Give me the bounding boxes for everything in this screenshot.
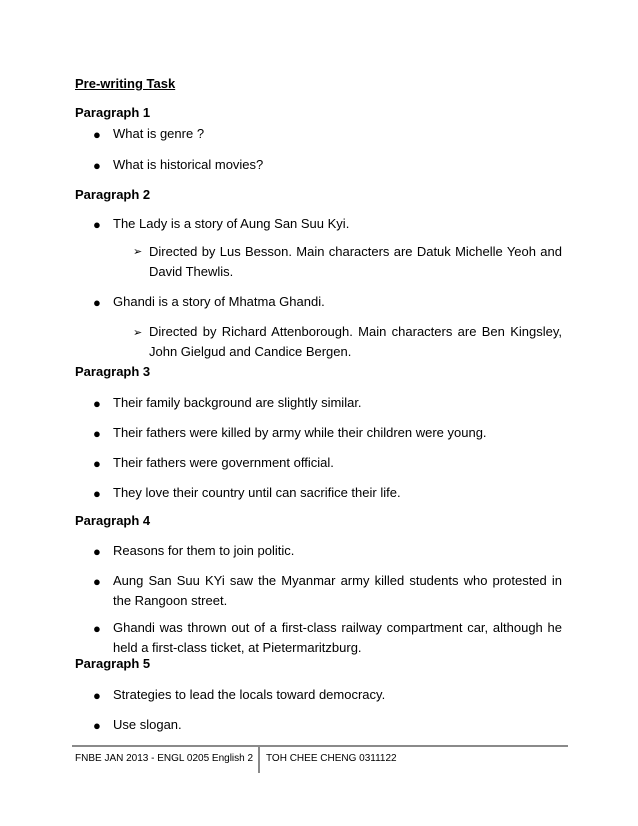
list-item: Ghandi was thrown out of a first-class railway compartment car, although he held a first-class ticket, at Pietermaritzburg. (113, 620, 562, 655)
list-item: Ghandi is a story of Mhatma Ghandi. (113, 294, 325, 309)
list-item: They love their country until can sacrifice their life. (113, 485, 401, 500)
list-item: Aung San Suu KYi saw the Myanmar army killed students who protested in the Rangoon street. (113, 573, 562, 608)
bullet-dot-icon: ● (93, 426, 101, 441)
bullet-dot-icon: ● (93, 396, 101, 411)
sub-list-item: Directed by Richard Attenborough. Main characters are Ben Kingsley, John Gielgud and Candice Bergen. (149, 324, 562, 359)
list-item: Strategies to lead the locals toward democracy. (113, 687, 386, 702)
list-item: Their fathers were killed by army while their children were young. (113, 425, 487, 440)
page-title: Pre-writing Task (75, 76, 176, 91)
paragraph-5-heading: Paragraph 5 (75, 656, 151, 671)
list-item: Their family background are slightly similar. (113, 395, 362, 410)
footer-author: TOH CHEE CHENG 0311122 (266, 753, 397, 764)
bullet-dot-icon: ● (93, 574, 101, 589)
list-item: What is genre ? (113, 126, 205, 141)
bullet-dot-icon: ● (93, 718, 101, 733)
arrow-bullet-icon: ➢ (133, 327, 143, 339)
footer-course: FNBE JAN 2013 - ENGL 0205 English 2 (75, 753, 254, 764)
bullet-dot-icon: ● (93, 486, 101, 501)
list-item: Their fathers were government official. (113, 455, 334, 470)
bullet-dot-icon: ● (93, 158, 101, 173)
sub-list-item: Directed by Lus Besson. Main characters are Datuk Michelle Yeoh and David Thewlis. (149, 244, 562, 279)
paragraph-2-heading: Paragraph 2 (75, 187, 151, 202)
footer-divider (258, 745, 260, 773)
list-item: Reasons for them to join politic. (113, 543, 295, 558)
bullet-dot-icon: ● (93, 295, 101, 310)
bullet-dot-icon: ● (93, 456, 101, 471)
bullet-dot-icon: ● (93, 217, 101, 232)
arrow-bullet-icon: ➢ (133, 246, 143, 258)
paragraph-4-heading: Paragraph 4 (75, 513, 151, 528)
footer-rule (72, 745, 568, 747)
bullet-dot-icon: ● (93, 621, 101, 636)
bullet-dot-icon: ● (93, 544, 101, 559)
list-item: The Lady is a story of Aung San Suu Kyi. (113, 216, 350, 231)
bullet-dot-icon: ● (93, 127, 101, 142)
bullet-dot-icon: ● (93, 688, 101, 703)
paragraph-1-heading: Paragraph 1 (75, 105, 151, 120)
list-item: What is historical movies? (113, 157, 264, 172)
paragraph-3-heading: Paragraph 3 (75, 364, 151, 379)
list-item: Use slogan. (113, 717, 182, 732)
